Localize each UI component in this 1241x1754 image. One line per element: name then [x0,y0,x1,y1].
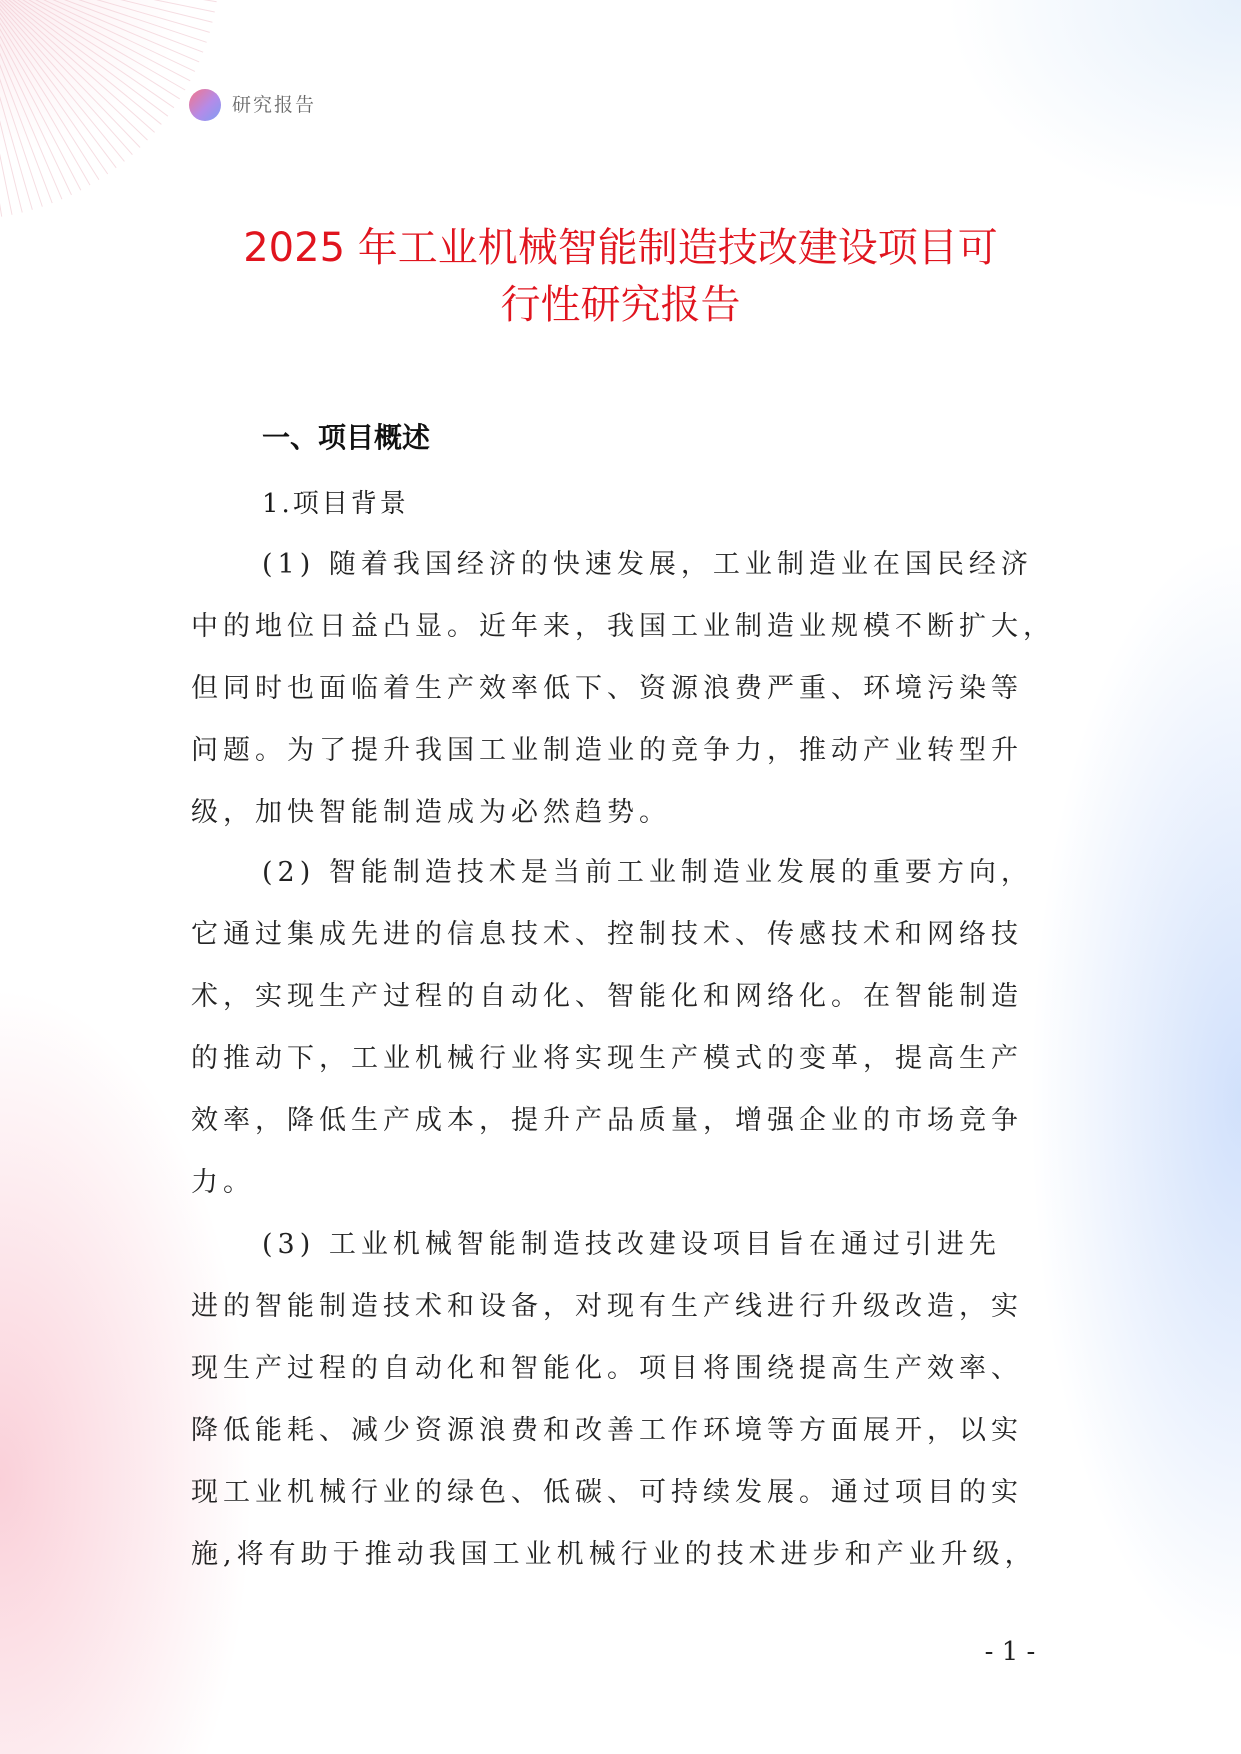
paragraph-line: 现生产过程的自动化和智能化。项目将围绕提高生产效率、 [191,1353,1023,1384]
paragraph-line: 级，加快智能制造成为必然趋势。 [191,797,671,828]
paragraph-2 [191,842,1051,1214]
paragraph-line: 降低能耗、减少资源浪费和改善工作环境等方面展开，以实 [191,1415,1023,1446]
title-line-2: 行性研究报告 [500,282,741,328]
paragraph-line: 的推动下，工业机械行业将实现生产模式的变革，提高生产 [191,1043,1023,1074]
paragraph-line: (1) 随着我国经济的快速发展，工业制造业在国民经济 [262,549,1033,580]
paragraph-line: (3) 工业机械智能制造技改建设项目旨在通过引进先 [262,1229,1001,1260]
paragraph-line: 中的地位日益凸显。近年来，我国工业制造业规模不断扩大， [191,611,1055,642]
paragraph-line: 问题。为了提升我国工业制造业的竞争力，推动产业转型升 [191,735,1023,766]
page-number: - 1 - [984,1637,1036,1667]
paragraph-3 [191,1214,1051,1586]
paragraph-line: 术，实现生产过程的自动化、智能化和网络化。在智能制造 [191,981,1023,1012]
subsection-heading: 1.项目背景 [262,489,409,519]
paragraph-line: 力。 [191,1167,255,1198]
title-line-1: 2025 年工业机械智能制造技改建设项目可 [243,225,998,271]
paragraph-line: 效率，降低生产成本，提升产品质量，增强企业的市场竞争 [191,1105,1023,1136]
report-type-label: 研究报告 [232,94,317,116]
paragraph-1 [191,534,1055,844]
paragraph-line: 它通过集成先进的信息技术、控制技术、传感技术和网络技 [191,919,1023,950]
document-title [160,220,1081,334]
paragraph-line: 施,将有助于推动我国工业机械行业的技术进步和产业升级， [191,1539,1037,1570]
paragraph-line: (2) 智能制造技术是当前工业制造业发展的重要方向， [262,857,1033,888]
section-heading: 一、项目概述 [262,421,431,454]
paragraph-line: 进的智能制造技术和设备，对现有生产线进行升级改造，实 [191,1291,1023,1322]
paragraph-line: 但同时也面临着生产效率低下、资源浪费严重、环境污染等 [191,673,1023,704]
paragraph-line: 现工业机械行业的绿色、低碳、可持续发展。通过项目的实 [191,1477,1023,1508]
report-logo-icon [189,89,221,121]
